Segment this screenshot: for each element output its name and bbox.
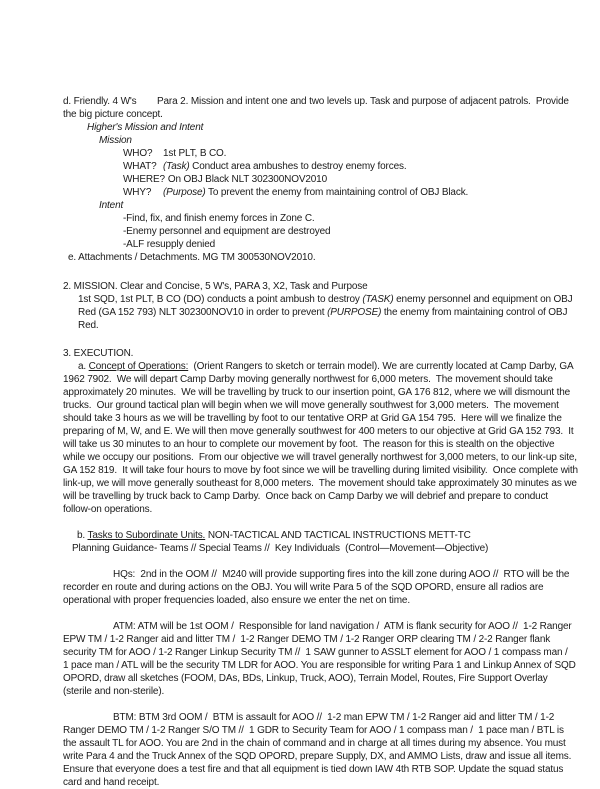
mission-statement-seg2: enemy personnel and equipment on OBJ Red (GA 152 793) NLT 302300NOV10 in order to prevent [78,294,576,318]
friendly-clause [63,95,578,121]
intent-heading: Intent [99,200,124,211]
who-label: WHO? [123,148,153,159]
who-text: 1st PLT, B CO. [163,148,227,159]
mission-heading: Mission [99,135,132,146]
tasks-prefix: b. [77,530,88,541]
concept-title: Concept of Operations: [88,361,189,372]
what-text: Conduct area ambushes to destroy enemy forces. [189,161,407,172]
mission-purpose-tag: (PURPOSE) [327,307,382,318]
five-w-row-why [123,186,578,199]
planning-guidance-line: Planning Guidance- Teams // Special Teams // Key Individuals (Control—Movement—Objective) [72,543,489,554]
mission-section-heading: 2. MISSION. Clear and Concise, 5 W's, PARA 3, X2, Task and Purpose [63,281,368,292]
btm-tasking-paragraph: BTM: BTM 3rd OOM / BTM is assault for AOO // 1-2 man EPW TM / 1-2 Ranger aid and litter TM / 1-2 Ranger DEMO TM / 1-2 Ranger S/O TM // 1 GDR to Security Team for AOO / 1 compass man / 1 pace man / BTL is the assault TL for AOO. You are 2nd in the chain of command and in charge at all times during my absence. You must write Para 4 and the Truck Annex of the SQD OPORD, prepare Supply, DX, and AMMO Lists, draw and issue all items. Ensure that everyone does a test fire and that all equipment is tied down IAW 4th RTB SOP. Update the squad status card and hand receipt. [63,712,574,788]
why-tag: (Purpose) [163,187,206,198]
five-w-row-who [123,147,578,160]
what-label: WHAT? [123,161,157,172]
why-text: To prevent the enemy from maintaining control of OBJ Black. [205,187,469,198]
tasks-to-subordinate-units-line [77,529,578,542]
intent-item: -Find, fix, and finish enemy forces in Zone C. [123,213,315,224]
five-w-row-where [123,173,578,186]
concept-of-operations-paragraph [63,360,581,516]
execution-section-heading: 3. EXECUTION. [63,348,134,359]
where-text: On OBJ Black NLT 302300NOV2010 [167,174,327,185]
mission-statement [78,293,578,332]
what-tag: (Task) [163,161,190,172]
concept-body: (Orient Rangers to sketch or terrain model). We are currently located at Camp Darby, GA 1962 7902. We will depart Camp Darby moving generally northwest for 6,000 meters. The movement should take approximately 20 minutes. We will be travelling by truck to our insertion point, GA 176 812, where we will dismount the trucks. Our ground tactical plan will begin when we will move generally southwest for 3,000 meters. The movement should take 3 hours as we will be travelling by foot to our tentative ORP at Grid GA 154 795. Here will we finalize the preparing of M, W, and E. We will then move generally southwest for 400 meters to our objective at Grid GA 152 793. It will take us 30 minutes to an hour to complete our movement by foot. The reason for this is stealth on the objective while we occupy our positions. From our objective we will travel generally northwest for 3,000 meters, to our link-up site, GA 152 819. It will take four hours to move by foot since we will be travelling during limited visibility. Once complete with link-up, we will move generally southeast for 8,000 meters. The movement should take approximately 30 minutes as we will be travelling by truck back to Camp Darby. Once back on Camp Darby we will debrief and prepare to conduct follow-on operations. [63,361,581,515]
friendly-clause-text: Para 2. Mission and intent one and two levels up. Task and purpose of adjacent patrols. Provide the big picture concept. [63,96,572,120]
atm-tasking-paragraph: ATM: ATM will be 1st OOM / Responsible for land navigation / ATM is flank security for AOO // 1-2 Ranger EPW TM / 1-2 Ranger aid and litter TM / 1-2 Ranger DEMO TM / 1-2 Ranger ORP clearing TM / 2-2 Ranger flank security TM for AOO / 1-2 Ranger Linkup Security TM // 1 SAW gunner to ASSLT element for AOO / 1 compass man / 1 pace man / ATL will be the security TM LDR for AOO. You are responsible for writing Para 1 and Linkup Annex of SQD OPORD, draw all sketches (FOOM, DAs, BDs, Linkup, Truck, AOO), Terrain Model, Routes, Fire Support Overlay (sterile and non-sterile). [63,621,579,697]
mission-statement-seg1: 1st SQD, 1st PLT, B CO (DO) conducts a point ambush to destroy [78,294,363,305]
intent-item: -Enemy personnel and equipment are destroyed [123,226,331,237]
concept-prefix: a. [78,361,89,372]
tasks-rest: NON-TACTICAL AND TACTICAL INSTRUCTIONS METT-TC [205,530,471,541]
why-label: WHY? [123,187,152,198]
five-w-row-what [123,160,578,173]
where-label: WHERE? [123,174,165,185]
tasks-title: Tasks to Subordinate Units. [87,530,206,541]
attachments-detachments-line: e. Attachments / Detachments. MG TM 300530NOV2010. [68,252,316,263]
friendly-clause-label: d. Friendly. 4 W's [63,96,137,107]
mission-statement-seg3: the enemy from maintaining control of OBJ Red. [78,307,570,331]
mission-task-tag: (TASK) [362,294,394,305]
hqs-tasking-paragraph: HQs: 2nd in the OOM // M240 will provide supporting fires into the kill zone during AOO // RTO will be the recorder en route and during actions on the OBJ. You will write Para 5 of the SQD OPORD, ensure all radios are operational with proper frequencies loaded, also ensure we enter the net on time. [63,569,572,606]
higher-mission-intent-heading: Higher's Mission and Intent [87,122,204,133]
intent-item: -ALF resupply denied [123,239,216,250]
